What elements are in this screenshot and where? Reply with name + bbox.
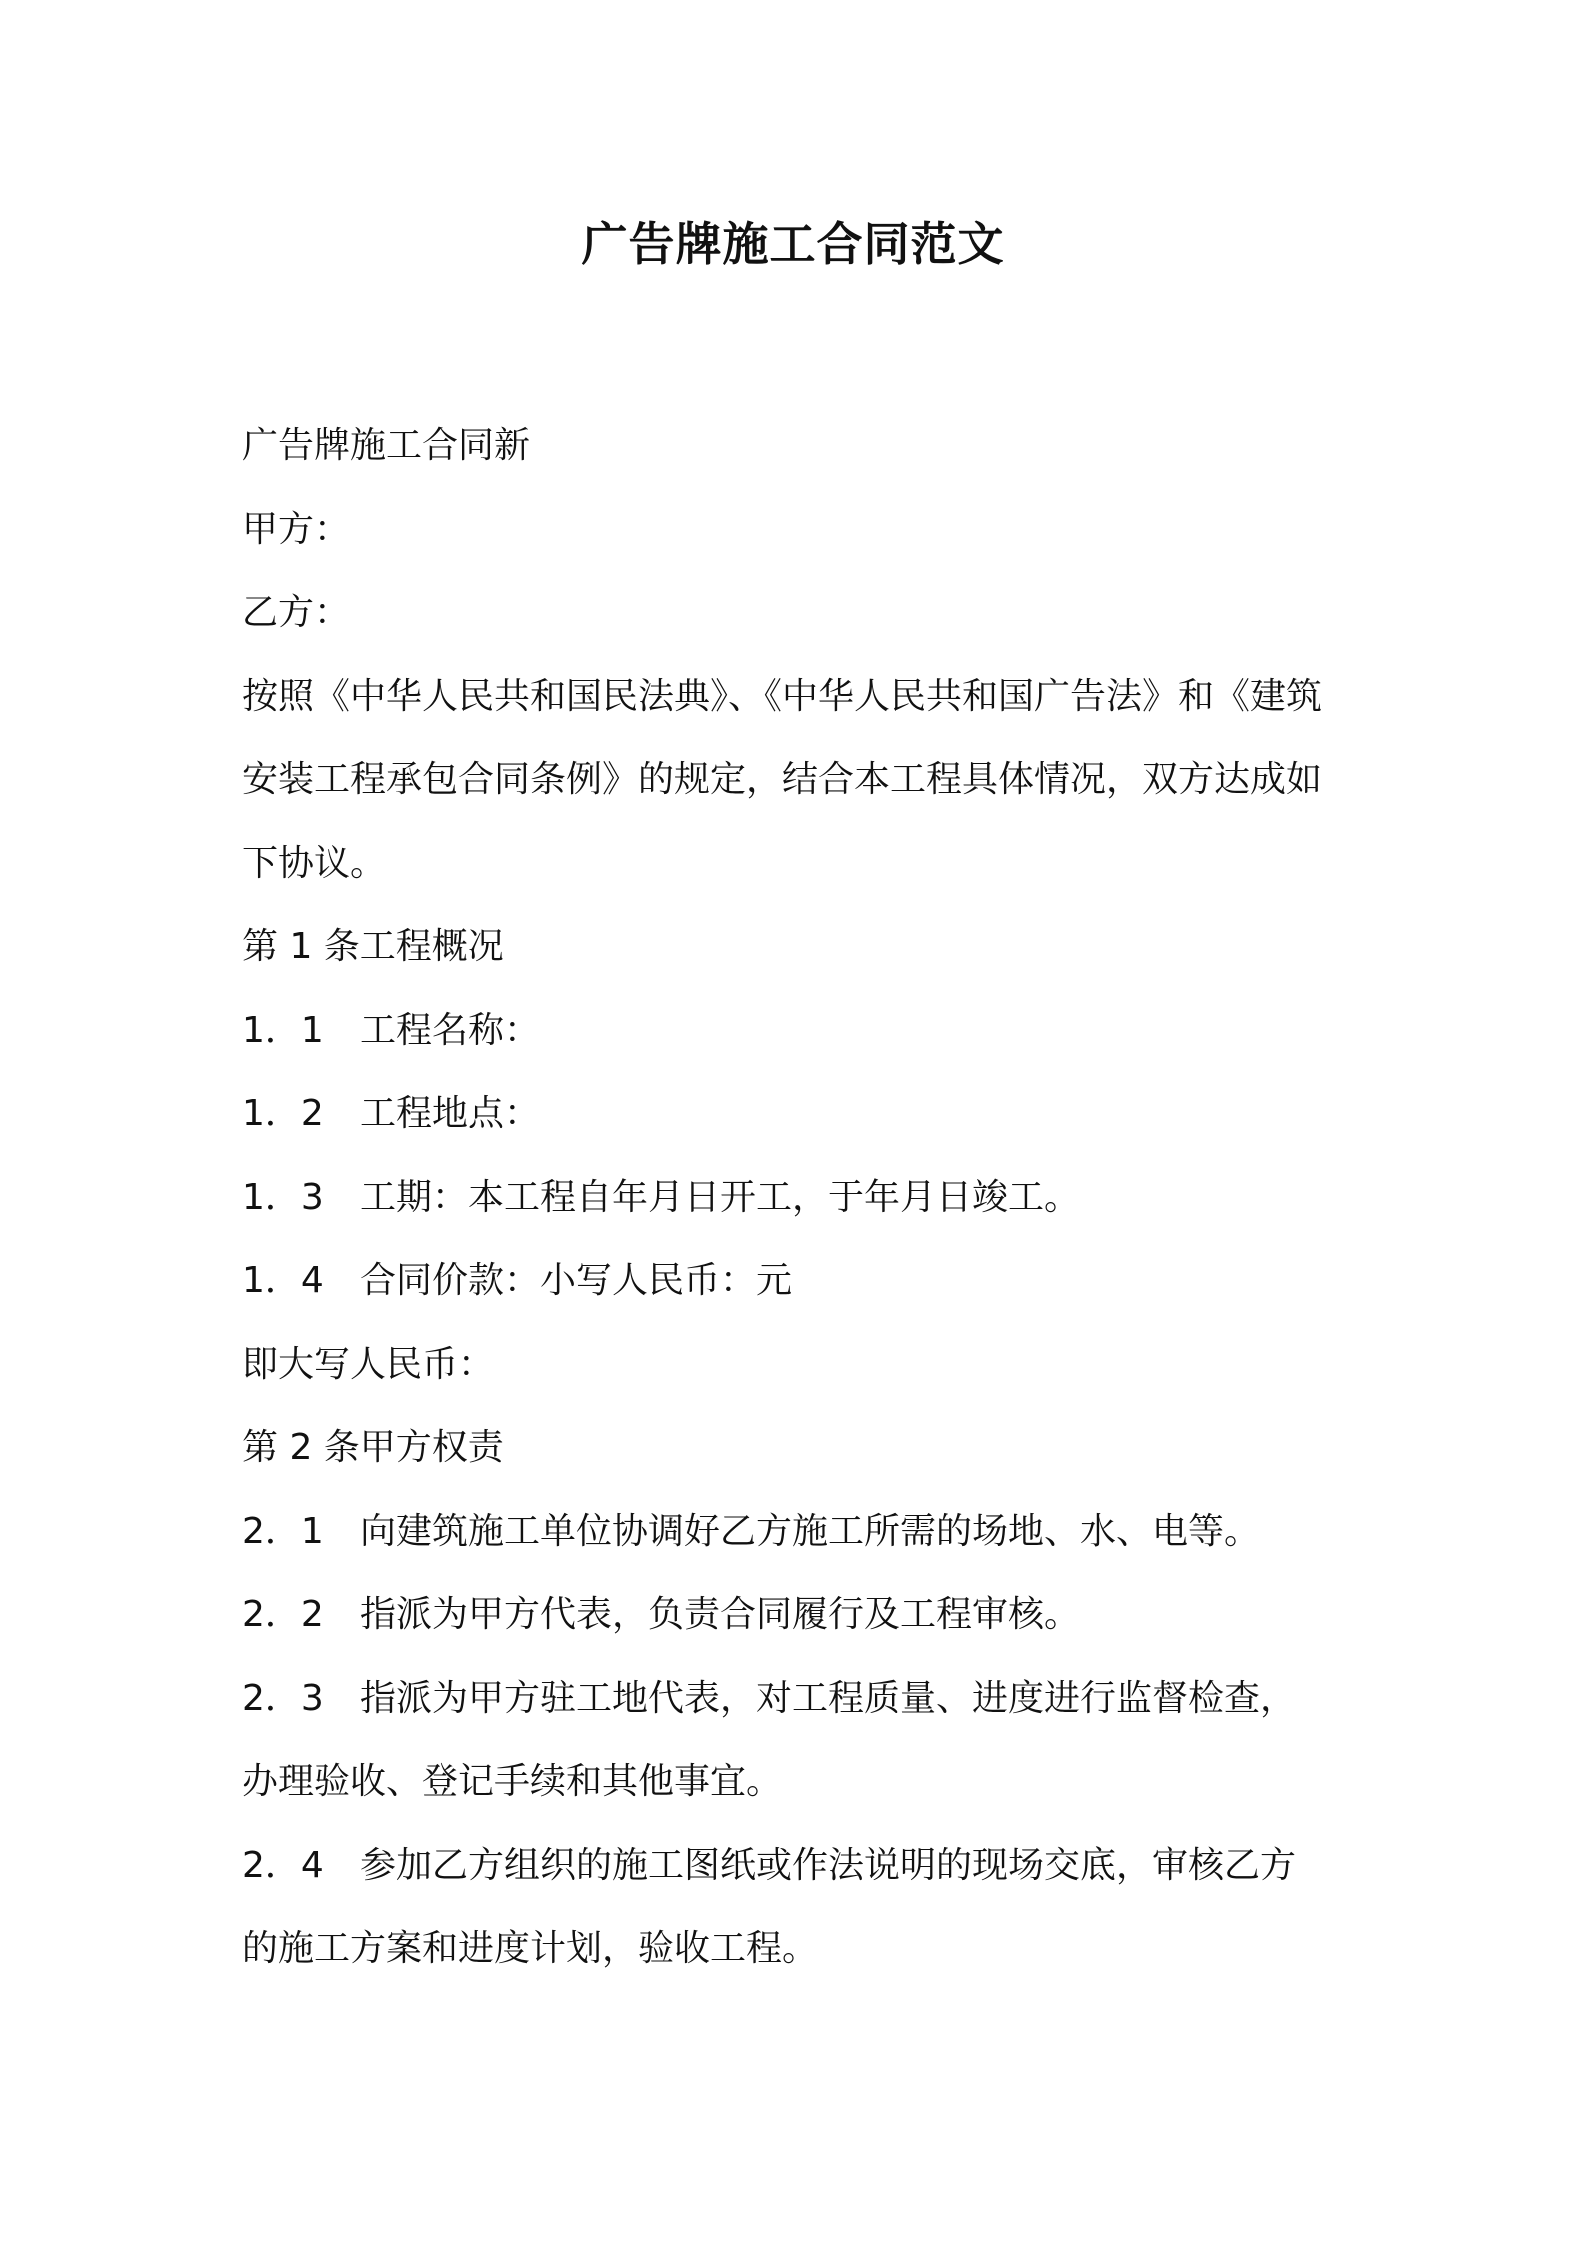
clause-number: 2．3 <box>242 1677 324 1719</box>
clause-2-4 <box>242 1824 1362 1908</box>
clause-text: 参加乙方组织的施工图纸或作法说明的现场交底，审核乙方 <box>360 1844 1297 1886</box>
clause-2-4-continuation: 的施工方案和进度计划，验收工程。 <box>242 1928 819 1969</box>
clause-text: 合同价款：小写人民币：元 <box>360 1260 793 1301</box>
clause-text: 指派为甲方驻工地代表，对工程质量、进度进行监督检查， <box>360 1677 1297 1719</box>
intro-paragraph-line-2: 安装工程承包合同条例》的规定，结合本工程具体情况，双方达成如 <box>242 759 1323 800</box>
clause-2-3-continuation: 办理验收、登记手续和其他事宜。 <box>242 1761 783 1802</box>
clause-number: 1．1 <box>242 1009 324 1051</box>
intro-paragraph-line-3: 下协议。 <box>242 842 387 884</box>
clause-number: 2．4 <box>242 1844 324 1886</box>
clause-text: 向建筑施工单位协调好乙方施工所需的场地、水、电等。 <box>360 1510 1261 1552</box>
clause-text: 指派为甲方代表，负责合同履行及工程审核。 <box>360 1594 1081 1635</box>
party-a-field: 甲方： <box>242 508 351 550</box>
clause-1-4 <box>242 1239 1362 1323</box>
clause-text: 工程地点： <box>360 1093 541 1134</box>
article-2-heading: 第 2 条甲方权责 <box>242 1427 504 1468</box>
clause-1-1 <box>242 989 1362 1073</box>
clause-number: 1．2 <box>242 1093 324 1134</box>
clause-2-1 <box>242 1490 1362 1574</box>
clause-number: 2．2 <box>242 1594 324 1635</box>
clause-number: 1．4 <box>242 1260 324 1301</box>
intro-paragraph-line-1: 按照《中华人民共和国民法典》、《中华人民共和国广告法》和《建筑 <box>242 675 1323 717</box>
clause-text: 工程名称： <box>360 1009 541 1051</box>
clause-text: 工期：本工程自年月日开工，于年月日竣工。 <box>360 1176 1081 1218</box>
contract-price-uppercase-line: 即大写人民币： <box>242 1343 495 1385</box>
clause-1-3 <box>242 1156 1362 1240</box>
document-body <box>242 404 1362 1991</box>
article-1-heading: 第 1 条工程概况 <box>242 926 504 967</box>
clause-2-3 <box>242 1657 1362 1741</box>
party-b-field: 乙方： <box>242 592 351 633</box>
clause-number: 2．1 <box>242 1510 324 1552</box>
document-subtitle: 广告牌施工合同新 <box>242 425 531 466</box>
document-title: 广告牌施工合同范文 <box>581 217 1005 271</box>
clause-1-2 <box>242 1072 1362 1156</box>
clause-2-2 <box>242 1573 1362 1657</box>
clause-number: 1．3 <box>242 1176 324 1218</box>
